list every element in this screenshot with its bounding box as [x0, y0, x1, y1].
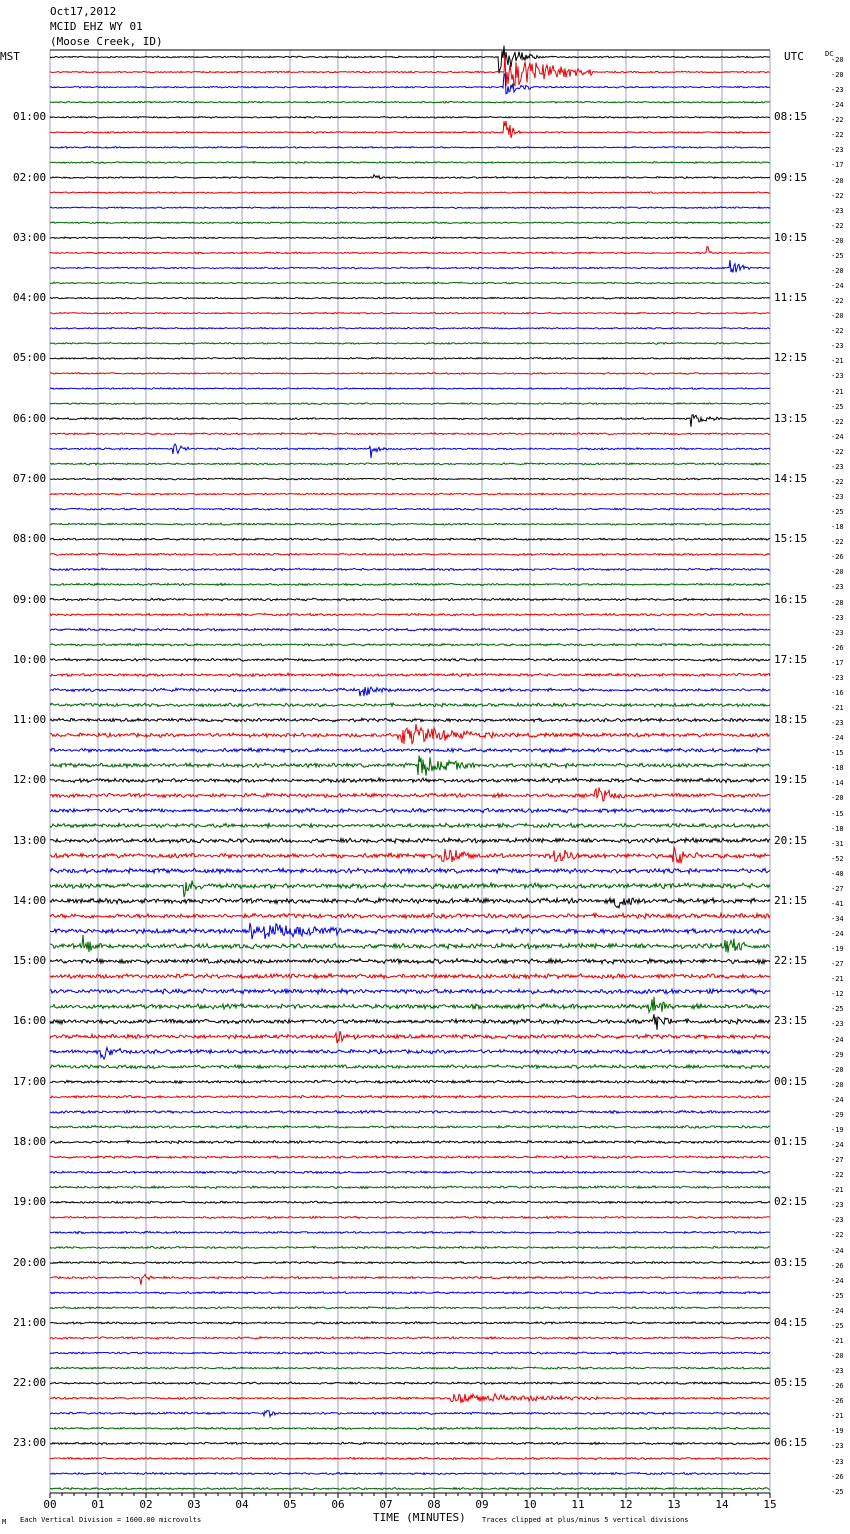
- left-hour-label: 20:00: [13, 1255, 47, 1269]
- left-hour-label: 04:00: [13, 291, 47, 305]
- dc-offset-label: -20: [831, 71, 844, 80]
- dc-offset-label: -24: [831, 1095, 844, 1104]
- left-hour-label: 08:00: [13, 532, 47, 546]
- dc-offset-label: -23: [831, 206, 844, 215]
- dc-offset-label: -21: [831, 1186, 844, 1195]
- trace-row-18: [50, 327, 770, 329]
- dc-offset-label: -24: [831, 1306, 844, 1315]
- dc-offset-label: -23: [831, 372, 844, 381]
- trace-row-61: [50, 974, 770, 979]
- dc-offset-label: -24: [831, 1141, 844, 1150]
- trace-row-22: [50, 388, 770, 390]
- trace-row-34: [50, 568, 770, 570]
- trace-row-49: [50, 788, 770, 802]
- trace-row-72: [50, 1141, 770, 1144]
- dc-offset-label: -22: [831, 1231, 844, 1240]
- dc-offset-label: -52: [831, 854, 844, 863]
- dc-offset-label: -20: [831, 236, 844, 245]
- trace-row-59: [50, 935, 770, 953]
- dc-offset-label: -26: [831, 553, 844, 562]
- trace-row-89: [50, 1394, 770, 1403]
- right-hour-label: 22:15: [774, 954, 808, 968]
- dc-offset-label: -21: [831, 1412, 844, 1421]
- trace-row-87: [50, 1367, 770, 1369]
- dc-offset-label: -18: [831, 764, 844, 773]
- trace-row-15: [50, 282, 770, 284]
- dc-offset-label: -25: [831, 1291, 844, 1300]
- x-tick-label: 15: [763, 1498, 777, 1511]
- left-hour-label: 15:00: [13, 954, 47, 968]
- dc-offset-label: -23: [831, 1367, 844, 1376]
- right-hour-label: 01:15: [774, 1135, 808, 1149]
- dc-offset-label: -40: [831, 869, 844, 878]
- dc-offset-label: -15: [831, 809, 844, 818]
- dc-offset-label: -24: [831, 101, 844, 110]
- trace-row-2: [50, 74, 770, 94]
- trace-row-64: [50, 1014, 770, 1030]
- dc-offset-label: -19: [831, 945, 844, 954]
- trace-row-88: [50, 1382, 770, 1384]
- x-tick-label: 14: [715, 1498, 729, 1511]
- dc-offset-label: -12: [831, 990, 844, 999]
- trace-row-8: [50, 175, 770, 179]
- dc-label: DC: [825, 50, 834, 58]
- dc-offset-label: -20: [831, 1352, 844, 1361]
- right-hour-label: 21:15: [774, 893, 808, 907]
- dc-offset-label: -22: [831, 116, 844, 125]
- trace-row-83: [50, 1307, 770, 1309]
- right-hour-label: 16:15: [774, 592, 808, 606]
- left-hour-label: 18:00: [13, 1135, 47, 1149]
- right-hour-label: 19:15: [774, 773, 808, 787]
- dc-offset-label: -27: [831, 884, 844, 893]
- dc-offset-label: -18: [831, 824, 844, 833]
- dc-offset-label: -28: [831, 598, 844, 607]
- trace-row-5: [50, 121, 770, 138]
- header-location: (Moose Creek, ID): [50, 35, 163, 48]
- header-date: Oct17,2012: [50, 5, 117, 18]
- right-hour-label: 11:15: [774, 291, 808, 305]
- dc-offset-label: -23: [831, 146, 844, 155]
- dc-offset-label: -21: [831, 1336, 844, 1345]
- dc-offset-label: -22: [831, 538, 844, 547]
- dc-offset-label: -26: [831, 1472, 844, 1481]
- trace-row-94: [50, 1472, 770, 1474]
- trace-row-95: [50, 1488, 770, 1490]
- dc-offset-label: -22: [831, 477, 844, 486]
- dc-offset-label: -20: [831, 1065, 844, 1074]
- left-hour-label: 11:00: [13, 713, 47, 727]
- dc-offset-label: -22: [831, 447, 844, 456]
- dc-offset-label: -34: [831, 914, 844, 923]
- trace-row-14: [50, 260, 770, 272]
- x-tick-label: 06: [331, 1498, 345, 1511]
- dc-offset-label: -23: [831, 1457, 844, 1466]
- dc-offset-label: -27: [831, 960, 844, 969]
- dc-offset-label: -24: [831, 282, 844, 291]
- dc-offset-label: -22: [831, 191, 844, 200]
- left-hour-label: 21:00: [13, 1315, 47, 1329]
- x-tick-label: 10: [523, 1498, 537, 1511]
- trace-row-74: [50, 1171, 770, 1173]
- trace-row-39: [50, 643, 770, 646]
- trace-row-30: [50, 508, 770, 510]
- right-hour-label: 09:15: [774, 170, 808, 184]
- right-hour-label: 06:15: [774, 1436, 808, 1450]
- dc-offset-label: -23: [831, 493, 844, 502]
- dc-offset-label: -20: [831, 266, 844, 275]
- trace-row-21: [50, 373, 770, 375]
- left-hour-label: 17:00: [13, 1074, 47, 1088]
- right-hour-label: 20:15: [774, 833, 808, 847]
- trace-row-79: [50, 1246, 770, 1248]
- trace-row-92: [50, 1442, 770, 1444]
- trace-row-62: [50, 989, 770, 994]
- left-hour-label: 10:00: [13, 652, 47, 666]
- dc-offset-label: -24: [831, 930, 844, 939]
- left-hour-label: 23:00: [13, 1436, 47, 1450]
- trace-row-11: [50, 222, 770, 224]
- footer-right-note: Traces clipped at plus/minus 5 vertical divisions: [482, 1516, 689, 1524]
- x-tick-label: 07: [379, 1498, 393, 1511]
- dc-offset-label: -20: [831, 312, 844, 321]
- trace-row-73: [50, 1156, 770, 1159]
- trace-row-58: [50, 923, 770, 939]
- trace-row-76: [50, 1201, 770, 1203]
- trace-row-75: [50, 1186, 770, 1189]
- dc-offset-label: -17: [831, 161, 844, 170]
- trace-row-70: [50, 1111, 770, 1114]
- trace-row-23: [50, 403, 770, 405]
- trace-row-54: [50, 868, 770, 873]
- trace-row-65: [50, 1031, 770, 1043]
- dc-offset-label: -24: [831, 1246, 844, 1255]
- trace-row-17: [50, 312, 770, 314]
- trace-row-12: [50, 237, 770, 239]
- trace-row-55: [50, 881, 770, 898]
- dc-offset-label: -23: [831, 583, 844, 592]
- dc-offset-label: -26: [831, 1261, 844, 1270]
- trace-row-42: [50, 687, 770, 696]
- x-tick-label: 08: [427, 1498, 441, 1511]
- trace-row-82: [50, 1292, 770, 1294]
- trace-row-90: [50, 1410, 770, 1416]
- left-hour-label: 05:00: [13, 351, 47, 365]
- right-hour-label: 10:15: [774, 230, 808, 244]
- right-hour-label: 15:15: [774, 532, 808, 546]
- trace-row-26: [50, 444, 770, 458]
- right-hour-label: 08:15: [774, 110, 808, 124]
- corner-mark: M: [2, 1518, 7, 1526]
- left-hour-label: 14:00: [13, 893, 47, 907]
- trace-row-4: [50, 117, 770, 119]
- trace-row-24: [50, 415, 770, 427]
- x-tick-label: 00: [43, 1498, 57, 1511]
- dc-offset-label: -24: [831, 1276, 844, 1285]
- right-hour-label: 23:15: [774, 1014, 808, 1028]
- seismic-traces: [50, 46, 770, 1490]
- trace-row-38: [50, 628, 770, 631]
- right-hour-label: 05:15: [774, 1376, 808, 1390]
- left-hour-label: 16:00: [13, 1014, 47, 1028]
- dc-offset-label: -20: [831, 794, 844, 803]
- trace-row-67: [50, 1065, 770, 1069]
- right-hour-label: 17:15: [774, 652, 808, 666]
- dc-offset-label: -23: [831, 719, 844, 728]
- x-tick-label: 11: [571, 1498, 585, 1511]
- dc-offset-label: -29: [831, 1050, 844, 1059]
- trace-row-43: [50, 703, 770, 707]
- trace-row-84: [50, 1322, 770, 1324]
- trace-row-57: [50, 913, 770, 918]
- x-tick-label: 12: [619, 1498, 633, 1511]
- dc-offset-label: -20: [831, 176, 844, 185]
- trace-row-47: [50, 756, 770, 776]
- dc-offset-label: -23: [831, 342, 844, 351]
- trace-row-53: [50, 847, 770, 864]
- dc-offset-label: -41: [831, 899, 844, 908]
- x-axis: [43, 1493, 776, 1511]
- footer-left-note: Each Vertical Division = 1600.00 microvolts: [20, 1516, 202, 1524]
- x-tick-label: 13: [667, 1498, 681, 1511]
- trace-row-80: [50, 1262, 770, 1264]
- trace-row-44: [50, 718, 770, 722]
- dc-offset-label: -23: [831, 673, 844, 682]
- dc-offset-label: -23: [831, 1020, 844, 1029]
- x-tick-label: 02: [139, 1498, 153, 1511]
- dc-offset-label: -21: [831, 357, 844, 366]
- dc-offset-label: -29: [831, 1110, 844, 1119]
- trace-row-1: [50, 55, 770, 86]
- trace-row-93: [50, 1457, 770, 1459]
- dc-offset-label: -23: [831, 462, 844, 471]
- left-hour-label: 03:00: [13, 230, 47, 244]
- dc-offset-label: -21: [831, 975, 844, 984]
- right-timezone-label: UTC: [784, 50, 804, 63]
- dc-offset-label: -25: [831, 1005, 844, 1014]
- left-hour-label: 07:00: [13, 471, 47, 485]
- trace-row-48: [50, 778, 770, 782]
- trace-row-9: [50, 192, 770, 194]
- dc-offset-label: -26: [831, 1382, 844, 1391]
- trace-row-91: [50, 1427, 770, 1429]
- trace-row-28: [50, 478, 770, 480]
- right-hour-label: 03:15: [774, 1255, 808, 1269]
- left-hour-label: 19:00: [13, 1195, 47, 1209]
- right-hour-label: 00:15: [774, 1074, 808, 1088]
- dc-offset-label: -23: [831, 1201, 844, 1210]
- trace-row-50: [50, 808, 770, 812]
- dc-offset-label: -25: [831, 508, 844, 517]
- dc-offset-label: -20: [831, 56, 844, 64]
- trace-row-66: [50, 1048, 770, 1060]
- trace-row-32: [50, 538, 770, 540]
- trace-row-31: [50, 523, 770, 525]
- dc-offset-label: -22: [831, 131, 844, 140]
- trace-row-33: [50, 553, 770, 555]
- dc-offset-label: -25: [831, 402, 844, 411]
- trace-row-41: [50, 673, 770, 676]
- dc-offset-label: -18: [831, 523, 844, 532]
- right-hour-label: 14:15: [774, 471, 808, 485]
- x-tick-label: 04: [235, 1498, 249, 1511]
- right-hour-label: 02:15: [774, 1195, 808, 1209]
- dc-offset-label: -19: [831, 1427, 844, 1436]
- trace-row-78: [50, 1231, 770, 1233]
- trace-row-6: [50, 147, 770, 149]
- left-hour-label: 01:00: [13, 110, 47, 124]
- trace-row-60: [50, 959, 770, 964]
- dc-offset-label: -26: [831, 1397, 844, 1406]
- left-timezone-label: MST: [0, 50, 20, 63]
- x-tick-label: 01: [91, 1498, 105, 1511]
- dc-offset-label: -24: [831, 734, 844, 743]
- dc-offset-label: -26: [831, 643, 844, 652]
- dc-offset-label: -23: [831, 86, 844, 95]
- left-hour-label: 13:00: [13, 833, 47, 847]
- dc-offset-label: -25: [831, 251, 844, 260]
- dc-offset-label: -31: [831, 839, 844, 848]
- dc-offset-label: -24: [831, 1035, 844, 1044]
- dc-offset-label: -19: [831, 1125, 844, 1134]
- dc-offset-label: -20: [831, 1080, 844, 1089]
- dc-offset-label: -22: [831, 297, 844, 306]
- left-hour-label: 06:00: [13, 411, 47, 425]
- dc-offset-label: -14: [831, 779, 844, 788]
- dc-offset-label: -17: [831, 658, 844, 667]
- trace-row-7: [50, 162, 770, 164]
- dc-offset-label: -22: [831, 417, 844, 426]
- dc-offset-label: -22: [831, 327, 844, 336]
- left-hour-label: 22:00: [13, 1376, 47, 1390]
- right-hour-label: 04:15: [774, 1315, 808, 1329]
- right-hour-label: 18:15: [774, 713, 808, 727]
- trace-row-3: [50, 101, 770, 103]
- trace-row-13: [50, 247, 770, 254]
- trace-row-77: [50, 1216, 770, 1218]
- dc-offset-label: -23: [831, 613, 844, 622]
- dc-offset-label: -25: [831, 1321, 844, 1330]
- trace-row-45: [50, 724, 770, 744]
- left-hour-label: 09:00: [13, 592, 47, 606]
- trace-row-71: [50, 1126, 770, 1129]
- dc-offset-label: -23: [831, 1216, 844, 1225]
- trace-row-63: [50, 997, 770, 1013]
- trace-row-56: [50, 898, 770, 908]
- grid-lines: [50, 50, 770, 1493]
- x-tick-label: 05: [283, 1498, 297, 1511]
- dc-offset-label: -15: [831, 749, 844, 758]
- trace-row-69: [50, 1095, 770, 1098]
- right-hour-label: 13:15: [774, 411, 808, 425]
- trace-row-37: [50, 613, 770, 616]
- dc-offset-label: -16: [831, 688, 844, 697]
- trace-row-86: [50, 1352, 770, 1354]
- x-axis-label: TIME (MINUTES): [373, 1511, 466, 1524]
- dc-offset-label: -22: [831, 221, 844, 230]
- x-tick-label: 09: [475, 1498, 489, 1511]
- trace-row-20: [50, 358, 770, 360]
- x-tick-label: 03: [187, 1498, 201, 1511]
- dc-offset-label: -25: [831, 1487, 844, 1496]
- dc-offset-label: -22: [831, 1171, 844, 1180]
- trace-row-46: [50, 748, 770, 752]
- trace-row-19: [50, 342, 770, 344]
- trace-row-52: [50, 838, 770, 843]
- dc-offset-label: -21: [831, 704, 844, 712]
- trace-row-68: [50, 1080, 770, 1083]
- trace-row-35: [50, 583, 770, 585]
- dc-offset-label: -21: [831, 387, 844, 396]
- trace-row-16: [50, 297, 770, 299]
- left-hour-label: 02:00: [13, 170, 47, 184]
- trace-row-27: [50, 463, 770, 465]
- header-station: MCID EHZ WY 01: [50, 20, 143, 33]
- dc-offset-label: -20: [831, 568, 844, 577]
- dc-offset-label: -27: [831, 1156, 844, 1165]
- dc-offset-label: -23: [831, 628, 844, 637]
- dc-offset-label: -24: [831, 432, 844, 441]
- trace-row-10: [50, 207, 770, 209]
- left-hour-label: 12:00: [13, 773, 47, 787]
- trace-row-36: [50, 598, 770, 601]
- trace-row-85: [50, 1337, 770, 1339]
- right-hour-label: 12:15: [774, 351, 808, 365]
- trace-row-40: [50, 658, 770, 661]
- trace-row-25: [50, 433, 770, 435]
- trace-row-51: [50, 823, 770, 828]
- trace-row-29: [50, 493, 770, 495]
- trace-row-81: [50, 1275, 770, 1285]
- dc-offset-label: -23: [831, 1442, 844, 1451]
